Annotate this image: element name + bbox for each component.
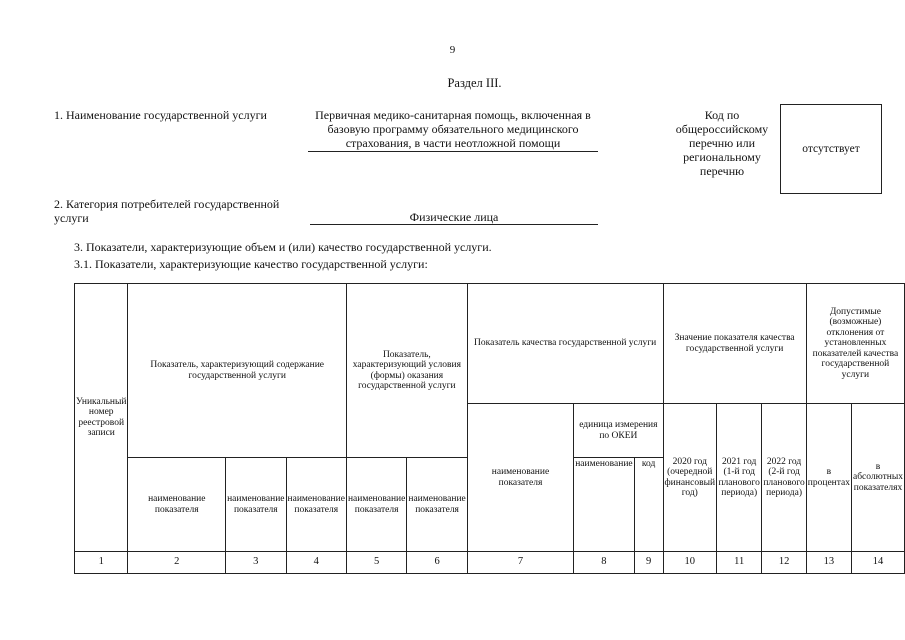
column-number: 6 <box>407 552 467 574</box>
column-number: 7 <box>467 552 573 574</box>
service-name: Первичная медико-санитарная помощь, включенная в базовую программу обязательного медицинского страхования, в части неотложной помощи <box>308 108 598 152</box>
section-title: Раздел III. <box>447 76 502 90</box>
column-number: 10 <box>663 552 717 574</box>
column-number: 8 <box>574 552 634 574</box>
header-unit-okei: единица измерения по ОКЕИ <box>574 404 663 458</box>
header-indicator-name: наименование показателя <box>467 404 573 552</box>
header-content-name-2: наименование показателя <box>226 458 286 552</box>
header-indicator-value: Значение показателя качества государственной услуги <box>663 284 806 404</box>
column-number: 13 <box>806 552 851 574</box>
header-unit-name: наименование <box>574 458 634 552</box>
header-content-name: наименование показателя <box>128 458 226 552</box>
header-year-2021: 2021 год (1-й год планового периода) <box>717 404 762 552</box>
quality-indicators-table <box>74 283 905 574</box>
column-number: 1 <box>75 552 128 574</box>
header-content-name-3: наименование показателя <box>286 458 346 552</box>
code-value: отсутствует <box>802 143 860 155</box>
item2-label: 2. Категория потребителей государственной услуги <box>54 197 280 225</box>
header-unit-code: код <box>634 458 663 552</box>
header-conditions-indicator: Показатель, характеризующий условия (формы) оказания государственной услуги <box>346 284 467 458</box>
code-label: Код по общероссийскому перечню или региональному перечню <box>675 108 769 178</box>
header-conditions-name-2: наименование показателя <box>407 458 467 552</box>
header-content-indicator: Показатель, характеризующий содержание государственной услуги <box>128 284 346 458</box>
column-number: 5 <box>346 552 406 574</box>
header-quality-indicator: Показатель качества государственной услуги <box>467 284 663 404</box>
header-absolute: в абсолютных показателях <box>852 404 905 552</box>
item3-text: 3. Показатели, характеризующие объем и (или) качество государственной услуги. <box>74 240 492 254</box>
column-number: 12 <box>762 552 806 574</box>
column-number: 14 <box>852 552 905 574</box>
item1-label: 1. Наименование государственной услуги <box>54 108 267 122</box>
header-year-2020: 2020 год (очередной финансовый год) <box>663 404 717 552</box>
header-year-2022: 2022 год (2-й год планового периода) <box>762 404 806 552</box>
page-number: 9 <box>449 44 456 56</box>
consumer-category: Физические лица <box>310 210 598 225</box>
header-allowed-deviation: Допустимые (возможные) отклонения от установленных показателей качества государственной услуги <box>806 284 904 404</box>
code-value-box <box>780 104 882 194</box>
item31-text: 3.1. Показатели, характеризующие качество государственной услуги: <box>74 257 428 271</box>
header-percent: в процентах <box>806 404 851 552</box>
column-number: 3 <box>226 552 286 574</box>
column-number: 11 <box>717 552 762 574</box>
column-number: 4 <box>286 552 346 574</box>
column-number: 9 <box>634 552 663 574</box>
column-numbers-row <box>75 552 905 574</box>
column-number: 2 <box>128 552 226 574</box>
header-conditions-name-1: наименование показателя <box>346 458 406 552</box>
header-unique-number: Уникальный номер реестровой записи <box>75 284 128 552</box>
